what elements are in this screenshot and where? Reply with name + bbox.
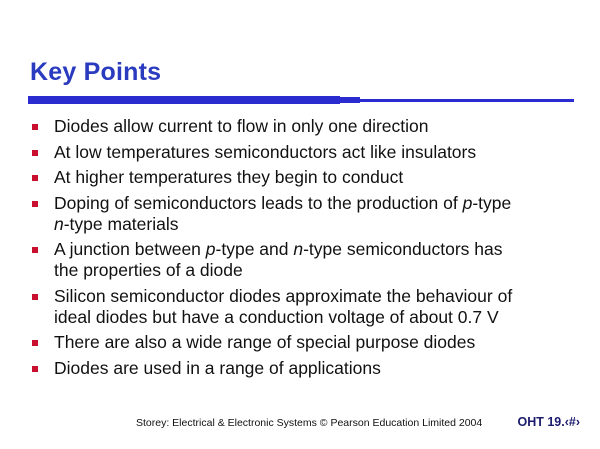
page-label: OHT 19.‹#› xyxy=(517,415,580,429)
text-run: -type and xyxy=(215,239,294,259)
bullet-square-icon xyxy=(32,150,38,156)
text-run: A junction between xyxy=(54,239,206,259)
bullet-item xyxy=(32,358,592,379)
bullet-text-line: the properties of a diode xyxy=(54,260,243,280)
bullet-item xyxy=(32,239,592,281)
bullet-item xyxy=(32,167,592,188)
bullet-text-line: Silicon semiconductor diodes approximate the behaviour of xyxy=(54,285,513,306)
bullet-item xyxy=(32,142,592,163)
bullet-text: Diodes allow current to flow in only one direction xyxy=(54,116,429,136)
bullet-item xyxy=(32,116,592,137)
text-run: -type xyxy=(472,192,512,213)
copyright-credit: Storey: Electrical & Electronic Systems © Pearson Education Limited 2004 xyxy=(136,417,483,429)
bullet-square-icon xyxy=(32,201,38,207)
bullet-text: At higher temperatures they begin to conduct xyxy=(54,167,404,187)
text-run: -type semiconductors has xyxy=(303,239,503,259)
bullet-text: At low temperatures semiconductors act like insulators xyxy=(54,141,477,162)
bullet-item xyxy=(32,193,592,235)
bullet-square-icon xyxy=(32,175,38,181)
bullet-square-icon xyxy=(32,247,38,253)
bullet-square-icon xyxy=(32,366,38,372)
italic-run: p xyxy=(205,239,216,259)
bullet-item xyxy=(32,332,592,353)
italic-run: n xyxy=(54,213,64,234)
text-run: -type materials xyxy=(63,213,179,234)
bullet-square-icon xyxy=(32,294,38,300)
title-underline xyxy=(28,96,574,104)
bullet-text-line xyxy=(54,193,592,214)
italic-run: p xyxy=(462,192,473,213)
bullet-square-icon xyxy=(32,124,38,130)
italic-run: n xyxy=(293,239,304,259)
bullet-text-line: ideal diodes but have a conduction voltage of about 0.7 V xyxy=(54,306,499,327)
bullet-text-line xyxy=(54,214,592,235)
key-points-list xyxy=(32,116,592,383)
underline-thick-segment xyxy=(28,96,340,104)
bullet-item xyxy=(32,286,592,328)
slide-title: Key Points xyxy=(30,58,162,86)
bullet-text-line xyxy=(54,239,592,260)
bullet-square-icon xyxy=(32,340,38,346)
bullet-text: Diodes are used in a range of applications xyxy=(54,357,381,378)
text-run: Doping of semiconductors leads to the production of xyxy=(54,192,463,213)
slide-footer xyxy=(0,415,600,435)
underline-thin-segment xyxy=(340,99,574,102)
bullet-text: There are also a wide range of special purpose diodes xyxy=(54,332,476,352)
